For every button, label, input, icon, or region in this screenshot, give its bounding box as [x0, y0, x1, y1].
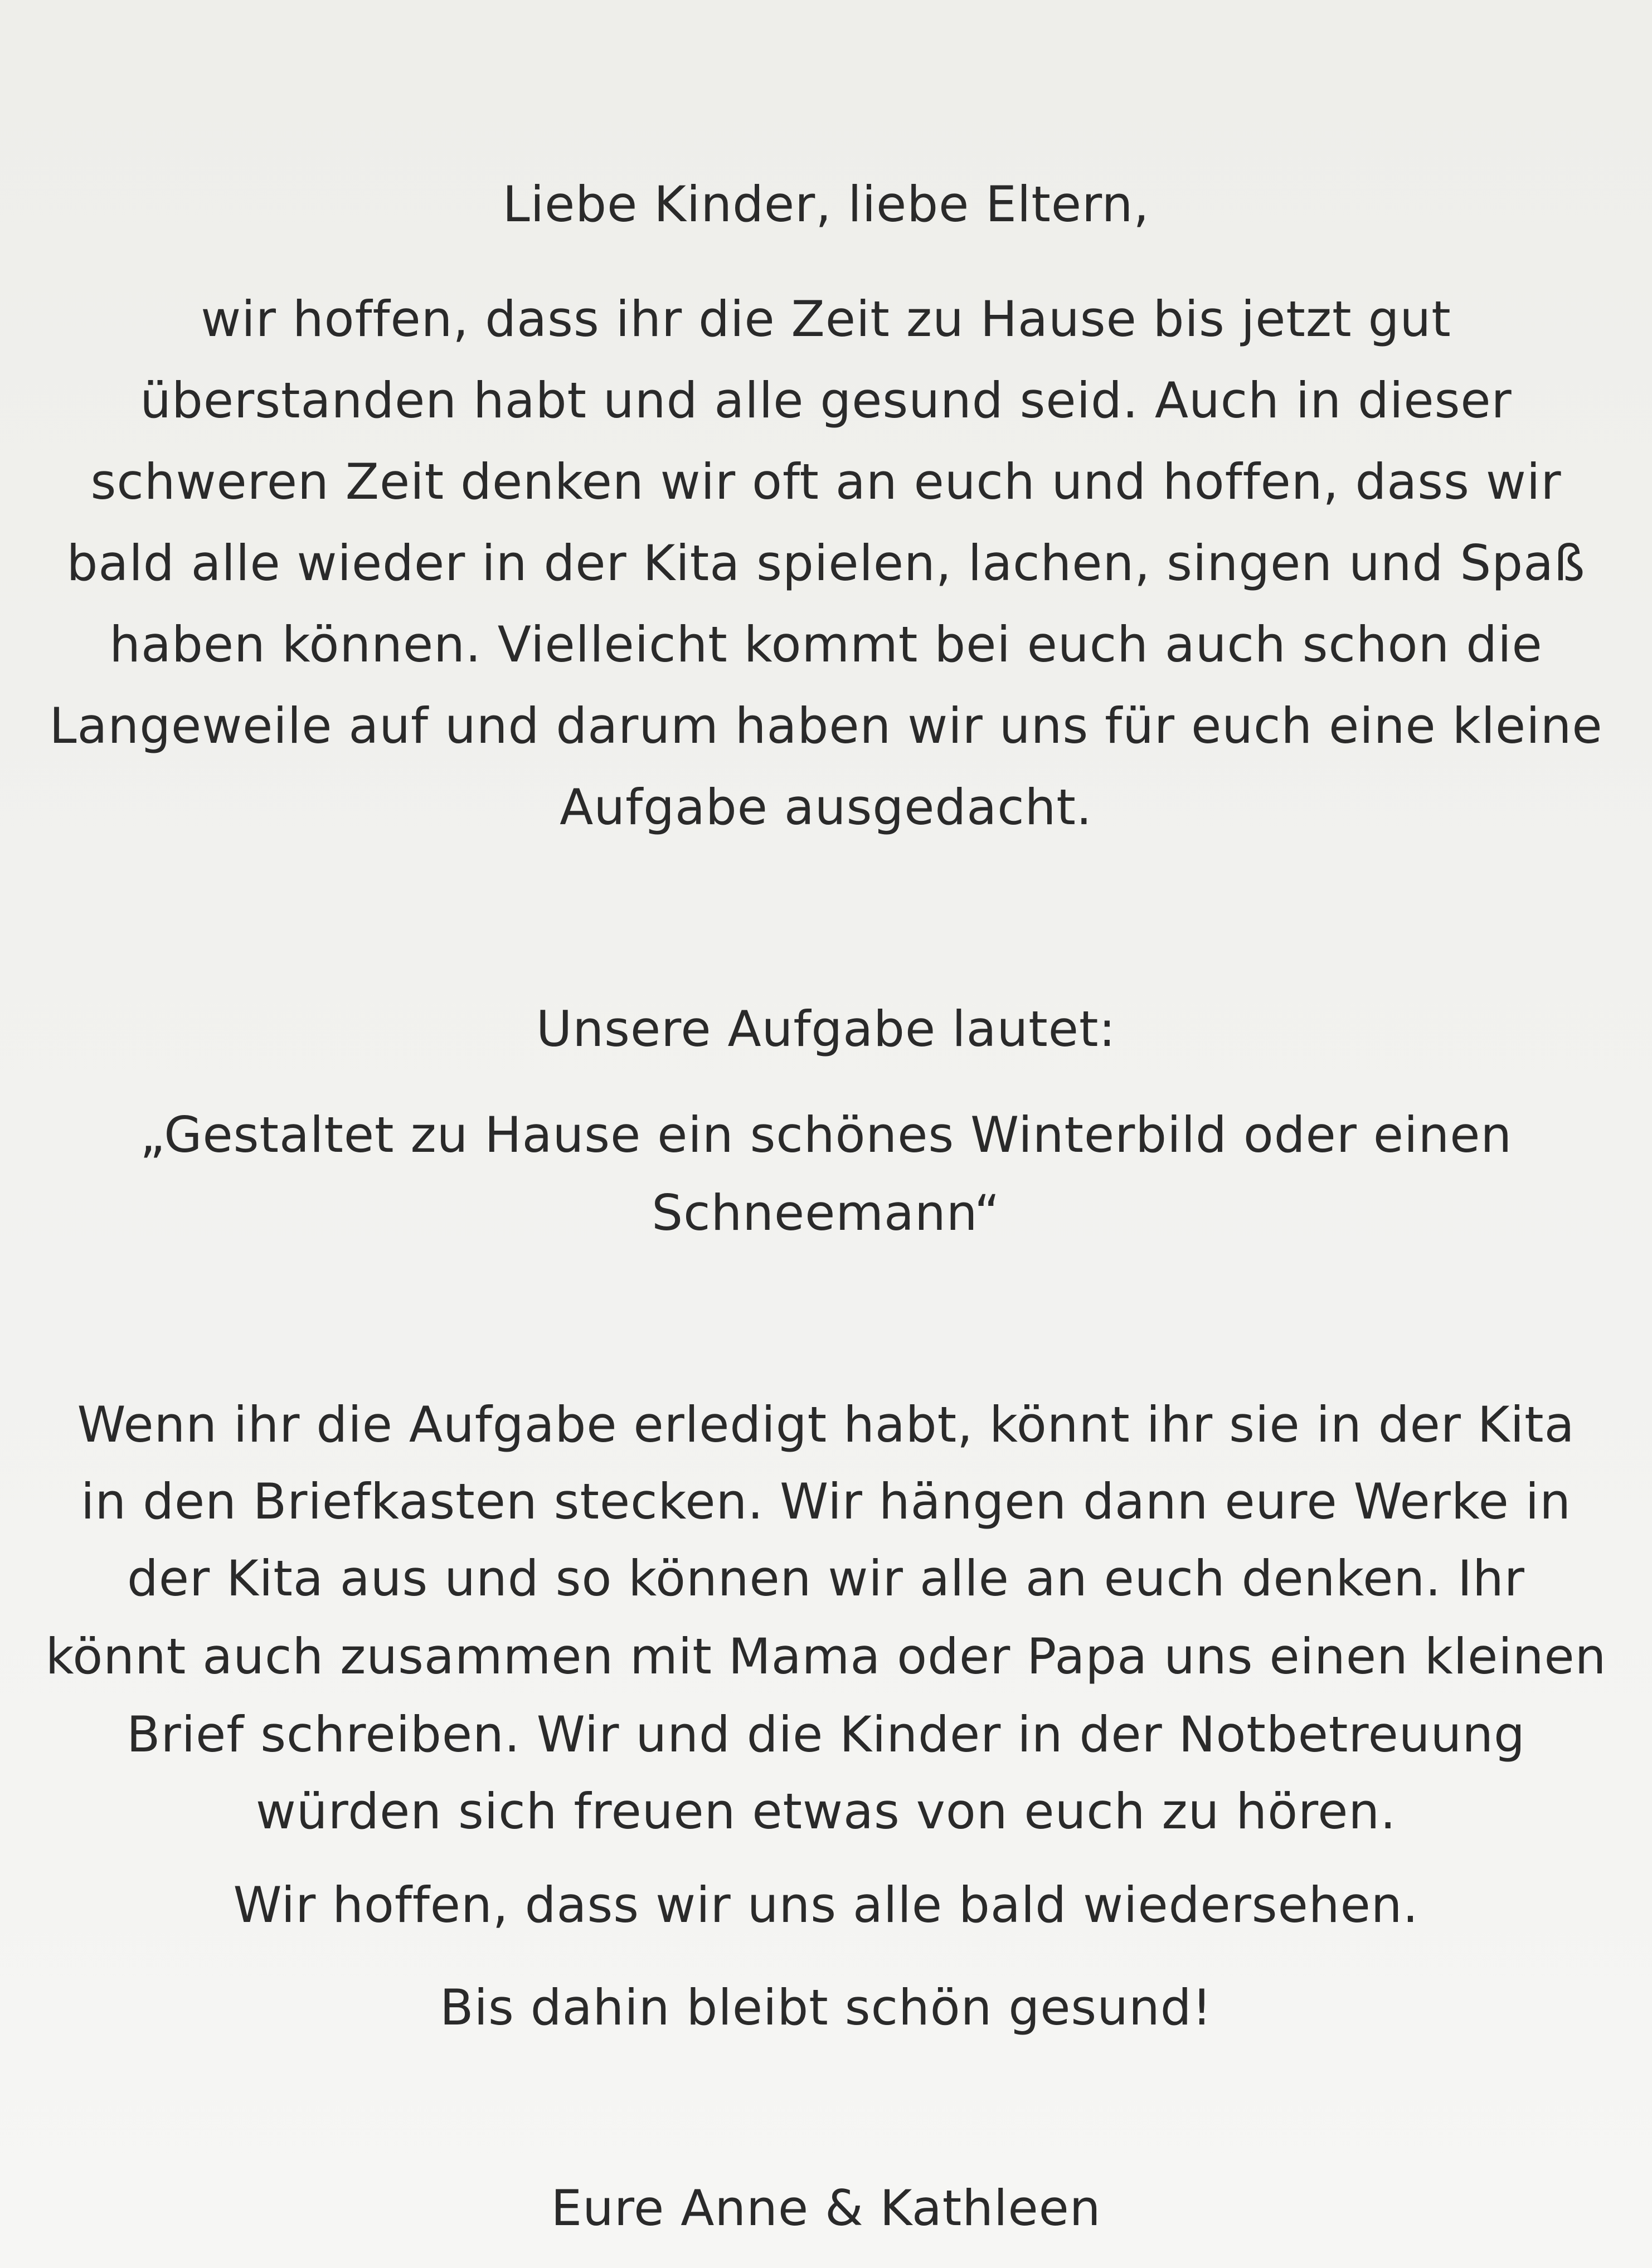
- signature: Eure Anne & Kathleen: [551, 2179, 1101, 2237]
- intro-line: haben können. Vielleicht kommt bei euch auch schon die: [109, 616, 1543, 673]
- intro-line: Langeweile auf und darum haben wir uns für euch eine kleine: [49, 697, 1603, 755]
- task-quote-line: „Gestaltet zu Hause ein schönes Winterbild oder einen: [139, 1106, 1513, 1164]
- intro-line: wir hoffen, dass ihr die Zeit zu Hause bis jetzt gut: [201, 290, 1451, 348]
- intro-line: Aufgabe ausgedacht.: [560, 778, 1092, 836]
- intro-line: überstanden habt und alle gesund seid. Auch in dieser: [140, 372, 1512, 429]
- instructions-line: der Kita aus und so können wir alle an euch denken. Ihr: [127, 1550, 1525, 1607]
- closing-hope: Wir hoffen, dass wir uns alle bald wiedersehen.: [233, 1876, 1419, 1934]
- instructions-line: könnt auch zusammen mit Mama oder Papa uns einen kleinen: [45, 1628, 1607, 1685]
- instructions-line: Brief schreiben. Wir und die Kinder in der Notbetreuung: [127, 1706, 1525, 1763]
- instructions-line: Wenn ihr die Aufgabe erledigt habt, könnt ihr sie in der Kita: [77, 1396, 1575, 1453]
- task-heading: Unsere Aufgabe lautet:: [536, 1000, 1116, 1058]
- instructions-line: würden sich freuen etwas von euch zu hören.: [255, 1783, 1397, 1840]
- instructions-line: in den Briefkasten stecken. Wir hängen dann eure Werke in: [80, 1473, 1571, 1530]
- intro-line: schweren Zeit denken wir oft an euch und hoffen, dass wir: [90, 453, 1562, 510]
- closing-farewell: Bis dahin bleibt schön gesund!: [440, 1979, 1212, 2036]
- intro-line: bald alle wieder in der Kita spielen, lachen, singen und Spaß: [66, 534, 1586, 592]
- task-quote-line: Schneemann“: [652, 1184, 1000, 1242]
- greeting: Liebe Kinder, liebe Eltern,: [502, 176, 1150, 233]
